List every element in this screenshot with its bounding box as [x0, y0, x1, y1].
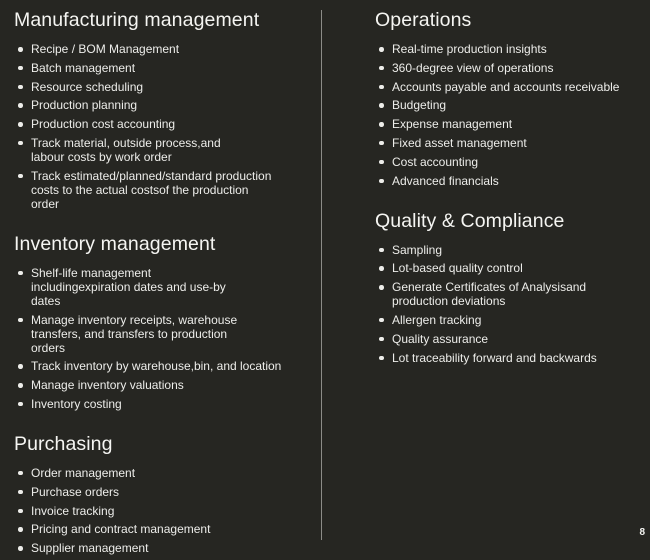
list-item: Quality assurance [375, 332, 640, 346]
list-item: Real-time production insights [375, 42, 640, 56]
list-item: Lot-based quality control [375, 261, 640, 275]
list-item: Inventory costing [14, 397, 304, 411]
list-item: Pricing and contract management [14, 522, 304, 536]
list-item: Track inventory by warehouse,bin, and location [14, 359, 304, 373]
list-item: Expense management [375, 117, 640, 131]
list-item: Production planning [14, 98, 304, 112]
list-item: Batch management [14, 61, 304, 75]
list-item: Track material, outside process,and labour costs by work order [14, 136, 256, 164]
list-item: Accounts payable and accounts receivable [375, 80, 640, 94]
list-item: Sampling [375, 243, 640, 257]
bullet-list [14, 42, 304, 211]
bullet-list [14, 266, 304, 411]
list-item: Advanced financials [375, 174, 640, 188]
left-column [14, 8, 304, 560]
section-manufacturing-management [14, 8, 304, 211]
right-column [375, 8, 640, 369]
section-title: Manufacturing management [14, 9, 260, 31]
list-item: Cost accounting [375, 155, 640, 169]
list-item: Recipe / BOM Management [14, 42, 304, 56]
list-item: Fixed asset management [375, 136, 640, 150]
page-number: 8 [639, 527, 645, 538]
list-item: Generate Certificates of Analysisand production deviations [375, 280, 642, 308]
section-inventory-management [14, 232, 304, 411]
list-item: Manage inventory valuations [14, 378, 304, 392]
bullet-list [14, 466, 304, 555]
list-item: Manage inventory receipts, warehouse transfers, and transfers to production orders [14, 313, 256, 355]
list-item: Lot traceability forward and backwards [375, 351, 640, 365]
list-item: Invoice tracking [14, 504, 304, 518]
section-title: Inventory management [14, 232, 216, 255]
section-purchasing [14, 432, 304, 555]
section-title: Quality & Compliance [375, 209, 565, 232]
section-title: Operations [375, 9, 472, 31]
list-item: Order management [14, 466, 304, 480]
list-item: Track estimated/planned/standard production costs to the actual costsof the production order [14, 169, 276, 211]
column-divider [321, 10, 322, 540]
section-title: Purchasing [14, 432, 113, 455]
list-item: Purchase orders [14, 485, 304, 499]
list-item: Allergen tracking [375, 313, 640, 327]
section-operations [375, 8, 640, 188]
bullet-list [375, 42, 640, 188]
list-item: Shelf-life management includingexpiration dates and use-by dates [14, 266, 246, 308]
bullet-list [375, 243, 640, 365]
list-item: Resource scheduling [14, 80, 304, 94]
list-item: Production cost accounting [14, 117, 304, 131]
list-item: 360-degree view of operations [375, 61, 640, 75]
section-quality-compliance [375, 209, 640, 365]
list-item: Supplier management [14, 541, 304, 555]
list-item: Budgeting [375, 98, 640, 112]
